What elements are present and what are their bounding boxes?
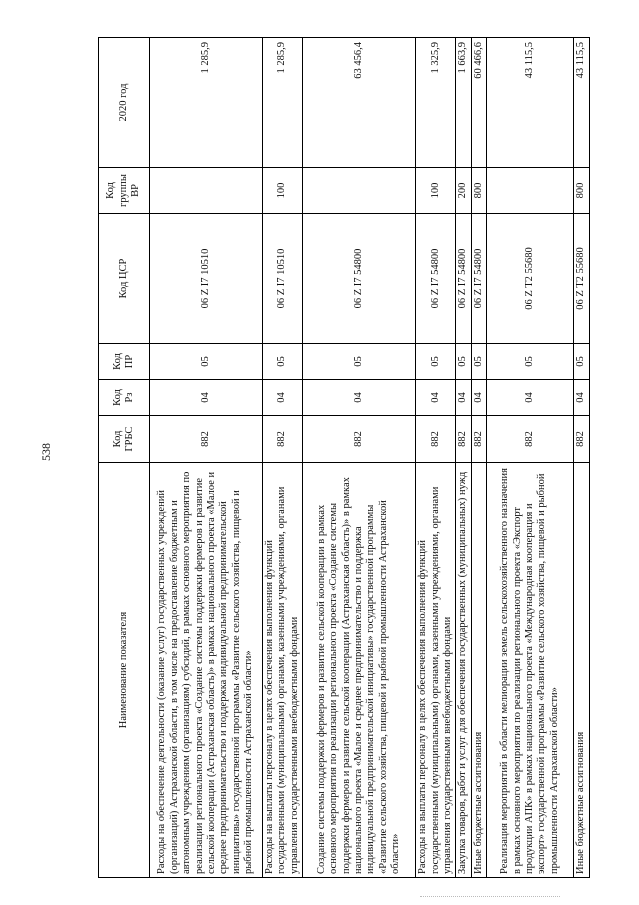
table-row [416,38,456,878]
row-amount: 60 466,6 [471,38,486,168]
row-vr [487,168,574,214]
row-name: Расходы на выплаты персоналу в целях обеспечения выполнения функций государственными (муниципальными) органами, казенными учреждениями, органами управления государственными внебюджетными фондами [263,463,303,878]
row-vr [303,168,416,214]
row-grbs: 882 [471,416,486,463]
row-csr: 06 Z T2 55680 [487,214,574,344]
row-grbs: 882 [263,416,303,463]
page-number: 538 [39,443,53,461]
row-pr: 05 [303,344,416,380]
row-pr: 05 [150,344,263,380]
row-csr: 06 Z I7 10510 [263,214,303,344]
row-csr: 06 Z I7 54800 [303,214,416,344]
table-row [471,38,486,878]
row-amount: 1 285,9 [263,38,303,168]
row-rz: 04 [574,380,589,416]
row-vr: 800 [471,168,486,214]
table-header [99,38,150,878]
row-name: Реализация мероприятий в области мелиорации земель сельскохозяйственного назначения в рамках основного мероприятия по реализации регионального проекта «Экспорт продукции АПК» в рамках национального проекта «Международная кооперация и экспорт» государственной программы «Развитие сельского хозяйства, пищевой и рыбной промышленности Астраханской области» [487,463,574,878]
row-rz: 04 [471,380,486,416]
table-row [574,38,589,878]
row-grbs: 882 [487,416,574,463]
row-name: Расходы на обеспечение деятельности (оказание услуг) государственных учреждений (организаций) Астраханской области, в том числе на предоставление бюджетным и автономным учреждениям (организациям) субсидий, в рамках основного мероприятия по реализации регионального проекта «Создание системы поддержки фермеров и развитие сельской кооперации (Астраханская область)» в рамках национального проекта «Малое и среднее предпринимательство и поддержка индивидуальной предпринимательской инициативы» государственной программы «Развитие сельского хозяйства, пищевой и рыбной промышленности Астраханской области» [150,463,263,878]
budget-table [98,37,590,878]
table-row [263,38,303,878]
row-amount: 43 115,5 [574,38,589,168]
row-rz: 04 [303,380,416,416]
row-amount: 1 285,9 [150,38,263,168]
row-rz: 04 [416,380,456,416]
header-vr: Код группы ВР [99,168,150,214]
row-grbs: 882 [416,416,456,463]
header-csr: Код ЦСР [99,214,150,344]
row-amount: 1 663,9 [456,38,471,168]
row-vr [150,168,263,214]
row-pr: 05 [487,344,574,380]
row-vr: 200 [456,168,471,214]
row-name: Расходы на выплаты персоналу в целях обеспечения выполнения функций государственными (муниципальными) органами, казенными учреждениями, органами управления государственными внебюджетными фондами [416,463,456,878]
row-grbs: 882 [574,416,589,463]
row-amount: 63 456,4 [303,38,416,168]
table-row [150,38,263,878]
row-pr: 05 [471,344,486,380]
row-pr: 05 [456,344,471,380]
table-row [303,38,416,878]
header-year: 2020 год [99,38,150,168]
row-vr: 100 [263,168,303,214]
row-rz: 04 [150,380,263,416]
row-amount: 1 325,9 [416,38,456,168]
row-pr: 05 [416,344,456,380]
row-grbs: 882 [303,416,416,463]
row-csr: 06 Z I7 54800 [471,214,486,344]
row-rz: 04 [263,380,303,416]
budget-table-container [98,38,587,878]
row-rz: 04 [456,380,471,416]
row-grbs: 882 [150,416,263,463]
row-amount: 43 115,5 [487,38,574,168]
row-grbs: 882 [456,416,471,463]
row-name: Иные бюджетные ассигнования [574,463,589,878]
row-name: Иные бюджетные ассигнования [471,463,486,878]
header-rz: Код Рз [99,380,150,416]
row-vr: 800 [574,168,589,214]
row-name: Закупка товаров, работ и услуг для обеспечения государственных (муниципальных) нужд [456,463,471,878]
row-csr: 06 Z T2 55680 [574,214,589,344]
table-row [487,38,574,878]
header-pr: Код ПР [99,344,150,380]
row-csr: 06 Z I7 54800 [456,214,471,344]
row-name: Создание системы поддержки фермеров и развитие сельской кооперации в рамках основного мероприятия по реализации регионального проекта «Создание системы поддержки фермеров и развитие сельской кооперации (Астраханская область)» в рамках национального проекта «Малое и среднее предпринимательство и поддержка индивидуальной предпринимательской инициативы» государственной программы «Развитие сельского хозяйства, пищевой и рыбной промышленности Астраханской области» [303,463,416,878]
row-vr: 100 [416,168,456,214]
row-rz: 04 [487,380,574,416]
header-grbs: Код ГРБС [99,416,150,463]
row-csr: 06 Z I7 10510 [150,214,263,344]
row-pr: 05 [263,344,303,380]
scan-artifact [420,896,560,898]
row-pr: 05 [574,344,589,380]
header-name: Наименование показателя [99,463,150,878]
row-csr: 06 Z I7 54800 [416,214,456,344]
table-row [456,38,471,878]
